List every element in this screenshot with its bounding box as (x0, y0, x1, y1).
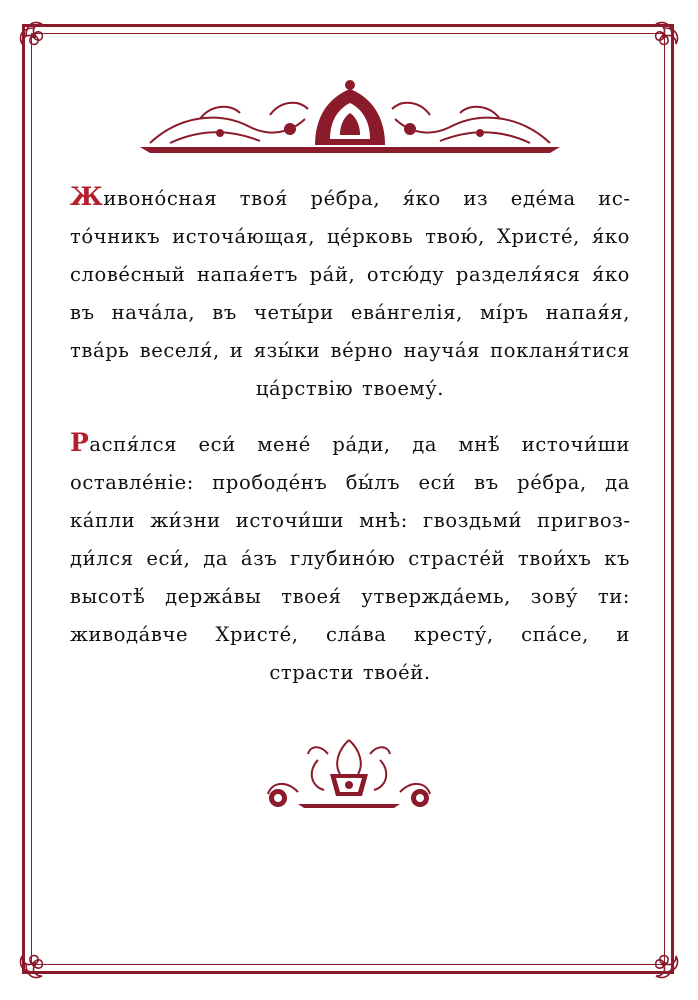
floral-headpiece-icon (140, 75, 560, 155)
corner-flourish-icon (642, 14, 686, 58)
corner-flourish-icon (12, 942, 56, 986)
stanza-1 (70, 178, 630, 408)
floral-tailpiece-icon (258, 730, 440, 810)
stanza-2 (70, 424, 630, 692)
initial-letter: Ж (70, 182, 104, 211)
stanza-text: аспя́лся еси́ мене́ ра́ди, да мнѣ́ источи́ши оставле́ніе: прободе́нъ бы́лъ еси́ въ ре́бра, да ка́пли жи́зни источи́ши мнѣ: гвоздьми́ пригвозди́лся еси́, да а́зъ глубино́ю страсте́й твои́хъ къ высотѣ́ держа́вы твоея́ утвержда́емь, зову́ ти: живода́вче Христе́, сла́ва кресту́, спа́се, и страсти твое́й. (70, 433, 630, 684)
stanza-text: ивоно́сная твоя́ ре́бра, я́ко из еде́ма исто́чникъ источа́ющая, це́рковь твою́, Христе́, я́ко слове́сный напая́етъ ра́й, отсю́ду разделя́яся я́ко въ нача́ла, въ четы́ри ева́нгелія, мі́ръ напая́я, тва́рь веселя́, и язы́ки ве́рно науча́я покланя́тися ца́рствію твоему́. (70, 187, 630, 400)
initial-letter: Р (70, 428, 90, 457)
corner-flourish-icon (642, 942, 686, 986)
corner-flourish-icon (12, 14, 56, 58)
